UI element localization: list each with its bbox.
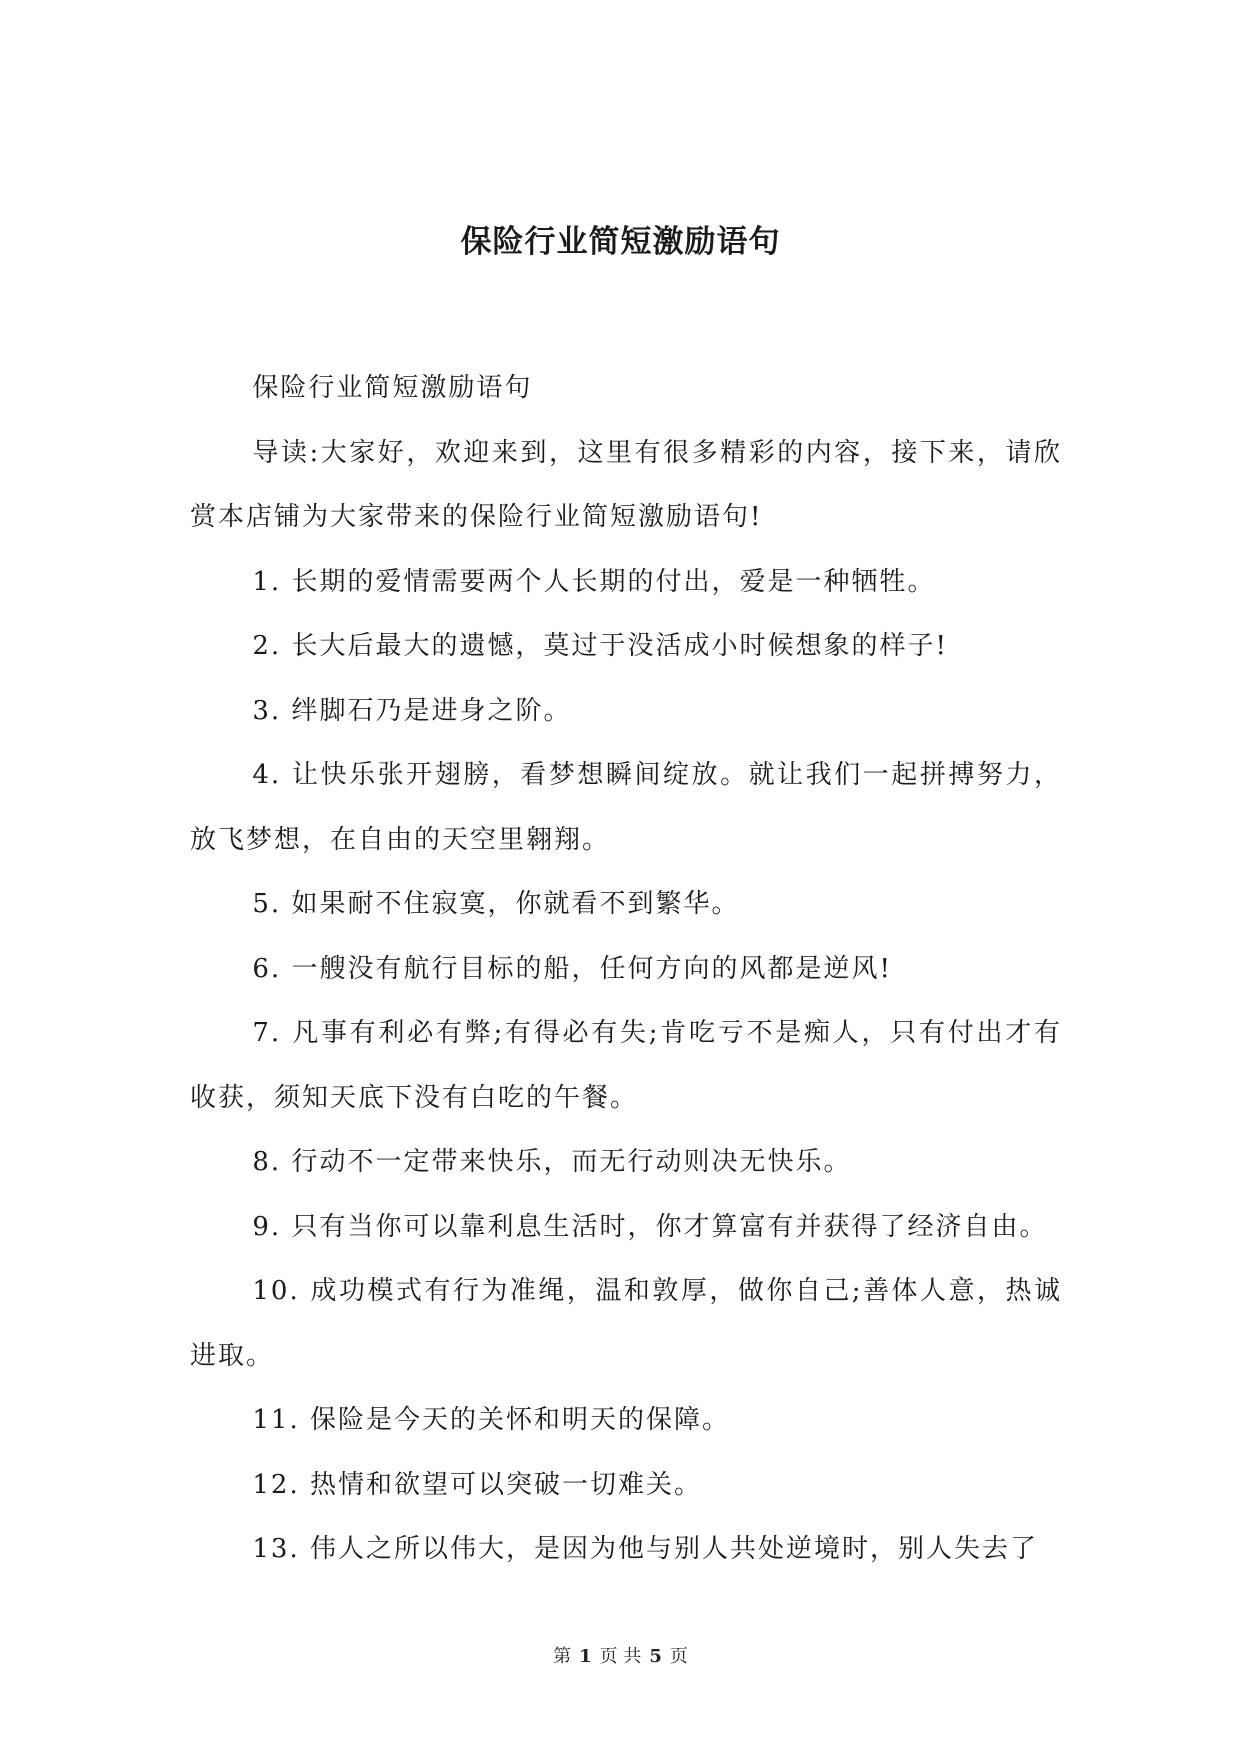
total-pages-number: 5	[649, 1646, 662, 1667]
list-item: 12. 热情和欲望可以突破一切难关。	[252, 1469, 703, 1500]
list-item: 6. 一艘没有航行目标的船，任何方向的风都是逆风!	[252, 953, 892, 984]
page-footer	[0, 1645, 1241, 1669]
list-item: 13. 伟人之所以伟大，是因为他与别人共处逆境时，别人失去了	[252, 1534, 1039, 1564]
list-item: 3. 绊脚石乃是进身之阶。	[252, 695, 572, 726]
list-item: 2. 长大后最大的遗憾，莫过于没活成小时候想象的样子!	[252, 631, 948, 661]
footer-suffix: 页	[669, 1646, 688, 1667]
list-item: 11. 保险是今天的关怀和明天的保障。	[252, 1405, 731, 1435]
list-item: 4. 让快乐张开翅膀，看梦想瞬间绽放。就让我们一起拼搏努力，放飞梦想，在自由的天空里翱翔。	[190, 760, 1062, 855]
list-item: 5. 如果耐不住寂寞，你就看不到繁华。	[252, 889, 740, 919]
current-page-number: 1	[579, 1646, 592, 1667]
list-item: 8. 行动不一定带来快乐，而无行动则决无快乐。	[252, 1147, 852, 1177]
list-item: 7. 凡事有利必有弊;有得必有失;肯吃亏不是痴人，只有付出才有收获，须知天底下没有白吃的午餐。	[190, 1018, 1062, 1113]
list-item: 9. 只有当你可以靠利息生活时，你才算富有并获得了经济自由。	[252, 1211, 1048, 1242]
document-body	[190, 356, 1062, 1582]
paragraph-subtitle: 保险行业简短激励语句	[252, 373, 533, 403]
list-item: 1. 长期的爱情需要两个人长期的付出，爱是一种牺牲。	[252, 566, 936, 597]
footer-middle: 页 共	[599, 1646, 642, 1667]
document-title: 保险行业简短激励语句	[460, 224, 781, 260]
footer-prefix: 第	[553, 1646, 572, 1667]
paragraph-intro: 导读:大家好，欢迎来到，这里有很多精彩的内容，接下来，请欣赏本店铺为大家带来的保险行业简短激励语句!	[190, 437, 1062, 532]
list-item: 10. 成功模式有行为准绳，温和敦厚，做你自己;善体人意，热诚进取。	[190, 1276, 1062, 1371]
